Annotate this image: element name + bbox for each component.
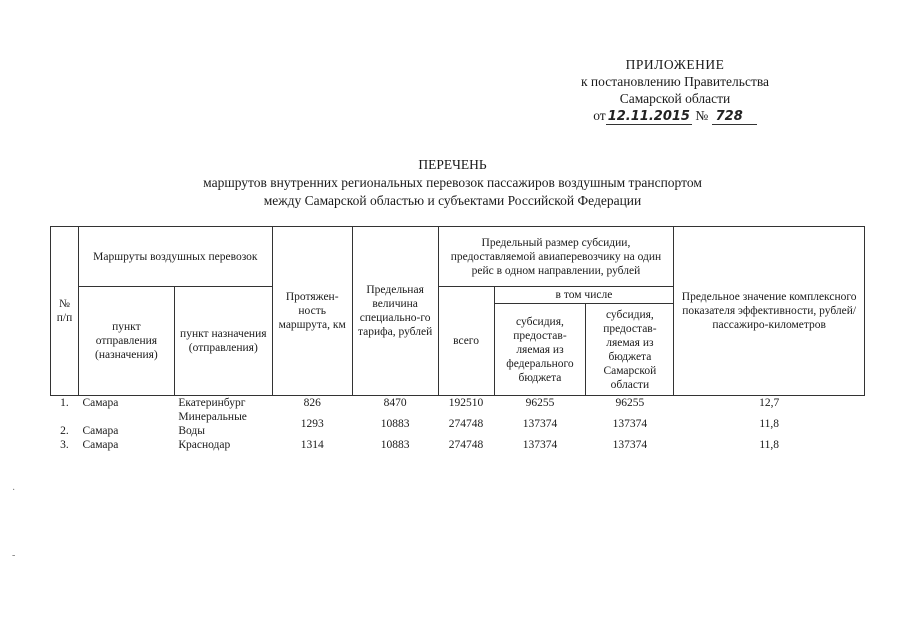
row-federal: 137374	[522, 418, 558, 430]
handwritten-number: 728	[712, 109, 757, 125]
row-tariff: 8470	[383, 397, 407, 409]
number-prefix: №	[695, 108, 709, 123]
row-regional: 96255	[615, 397, 645, 409]
routes-table	[50, 226, 865, 452]
annex-title: ПРИЛОЖЕНИЕ	[625, 57, 725, 72]
row-to: Краснодар	[178, 439, 231, 451]
header-tariff: Предельная величина специально-го тарифа, рублей	[352, 227, 438, 396]
header-total: всего	[438, 287, 494, 396]
header-federal: субсидия, предостав-ляемая из федерального бюджета	[494, 304, 586, 396]
row-total: 192510	[448, 397, 484, 409]
row-tariff: 10883	[380, 439, 410, 451]
document-title: ПЕРЕЧЕНЬ	[418, 157, 487, 172]
header-including: в том числе	[494, 287, 674, 304]
row-to: Минеральные Воды	[178, 411, 247, 437]
scan-speck: ·	[12, 485, 16, 496]
annex-line-2: Самарской области	[619, 91, 731, 106]
row-regional: 137374	[612, 418, 648, 430]
row-from: Самара	[82, 397, 119, 409]
row-efficiency: 11,8	[759, 418, 780, 430]
row-from: Самара	[82, 425, 119, 437]
header-regional: субсидия, предостав-ляемая из бюджета Самарской области	[586, 304, 674, 396]
row-number: 3.	[60, 439, 69, 451]
handwritten-date: 12.11.2015	[607, 109, 690, 124]
row-tariff: 10883	[380, 418, 410, 430]
annex-date-line	[565, 107, 785, 125]
row-efficiency: 11,8	[759, 439, 780, 451]
header-from: пункт отправления (назначения)	[78, 287, 174, 396]
row-number: 2.	[60, 425, 69, 437]
header-efficiency: Предельное значение комплексного показателя эффективности, рублей/пассажиро-километров	[674, 227, 865, 396]
row-federal: 137374	[522, 439, 558, 451]
row-total: 274748	[448, 418, 484, 430]
scan-speck: -	[12, 550, 16, 561]
header-number: № п/п	[51, 227, 79, 396]
row-to: Екатеринбург	[178, 397, 246, 409]
document-heading	[0, 156, 905, 210]
annex-block	[565, 56, 785, 125]
header-subsidy: Предельный размер субсидии, предоставляемой авиаперевозчику на один рейс в одном направлении, рублей	[438, 227, 674, 287]
table-row	[51, 396, 865, 411]
header-to: пункт назначения (отправления)	[174, 287, 272, 396]
row-regional: 137374	[612, 439, 648, 451]
document-subtitle-2: между Самарской областью и субъектами Российской Федерации	[263, 193, 642, 208]
row-length: 1314	[300, 439, 324, 451]
row-from: Самара	[82, 439, 119, 451]
row-length: 826	[303, 397, 321, 409]
table-row	[51, 438, 865, 452]
row-federal: 96255	[525, 397, 555, 409]
row-number: 1.	[60, 397, 69, 409]
annex-line-1: к постановлению Правительства	[580, 74, 770, 89]
row-total: 274748	[448, 439, 484, 451]
document-subtitle-1: маршрутов внутренних региональных перевозок пассажиров воздушным транспортом	[203, 175, 702, 190]
header-routes: Маршруты воздушных перевозок	[78, 227, 272, 287]
header-length: Протяжен-ность маршрута, км	[272, 227, 352, 396]
date-prefix: от	[593, 108, 606, 123]
row-length: 1293	[300, 418, 324, 430]
table-row	[51, 410, 865, 438]
row-efficiency: 12,7	[759, 397, 780, 409]
